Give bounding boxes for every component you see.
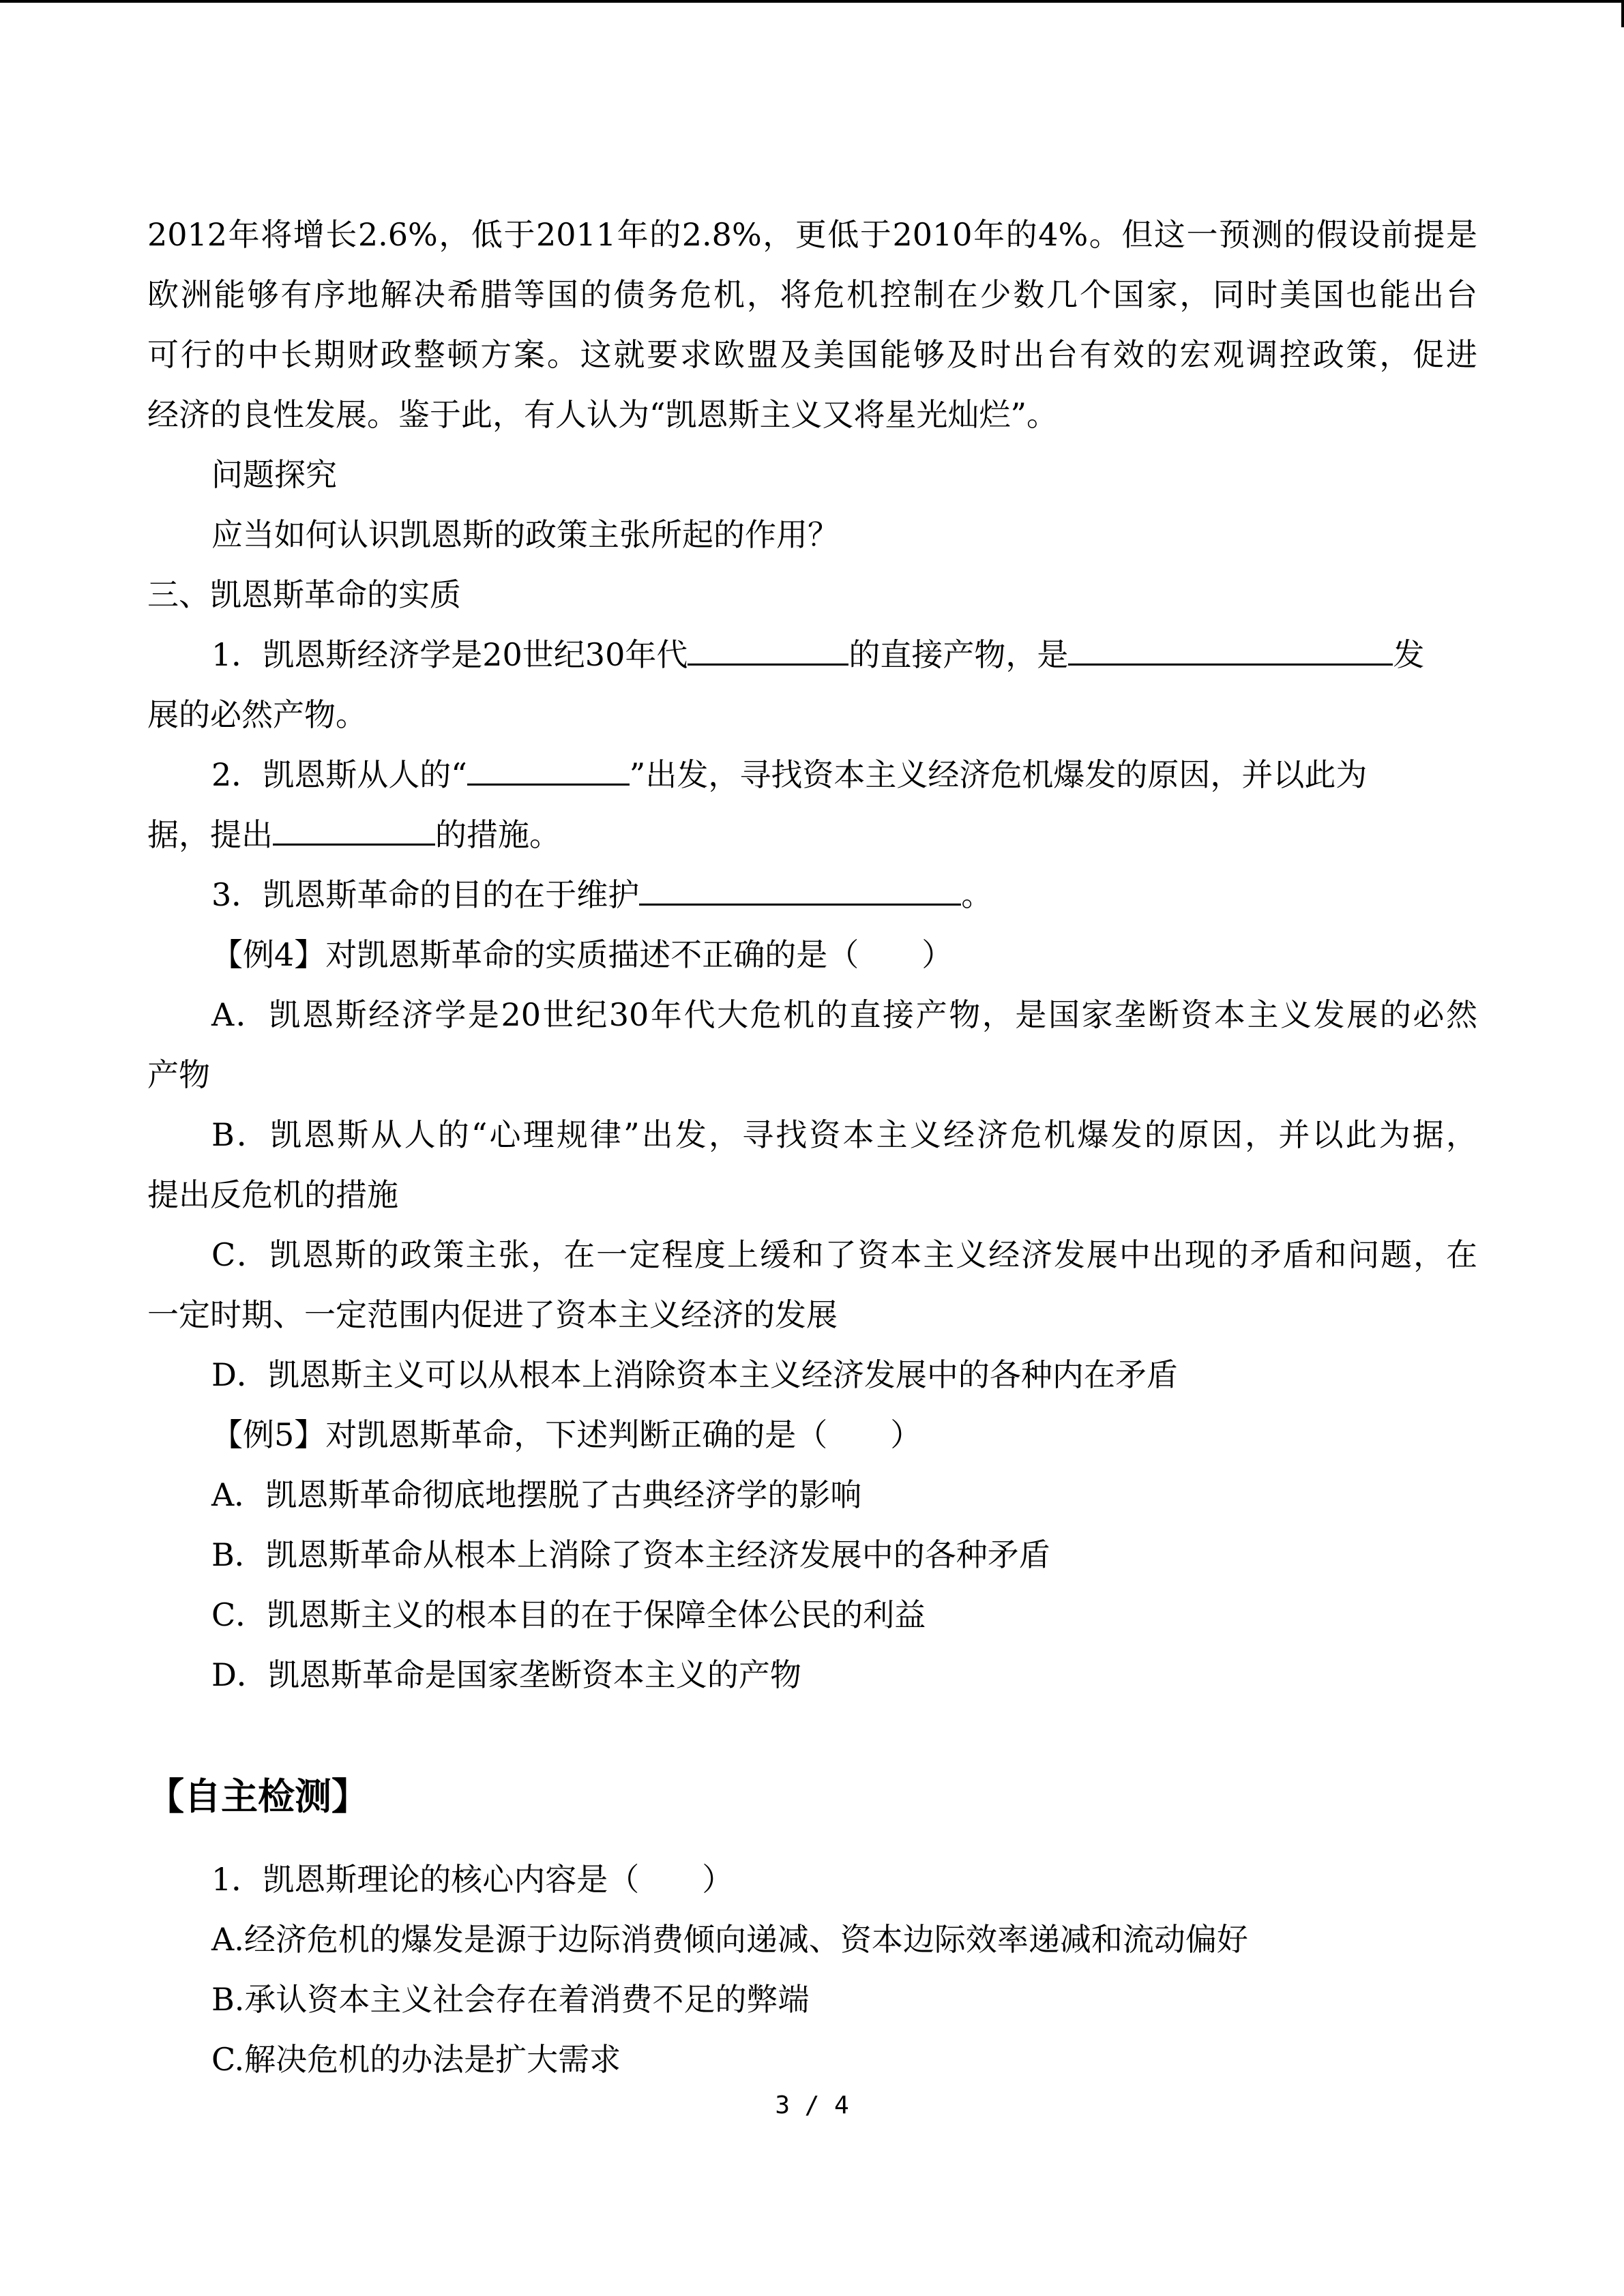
example-4-option-c: C．凯恩斯的政策主张，在一定程度上缓和了资本主义经济发展中出现的矛盾和问题，在 (211, 1236, 1477, 1273)
fill-blank-5 (639, 876, 961, 906)
intro-paragraph-line-4: 经济的良性发展。鉴于此，有人认为“凯恩斯主义又将星光灿烂”。 (147, 396, 1059, 433)
item-2-text-c: 据，提出 (147, 816, 273, 853)
example-4-option-a-continued: 产物 (147, 1056, 210, 1093)
inquiry-label: 问题探究 (211, 456, 337, 493)
section-3-title: 三、凯恩斯革命的实质 (147, 576, 461, 613)
example-5-option-a: A．凯恩斯革命彻底地摆脱了古典经济学的影响 (211, 1476, 862, 1513)
section-3-item-2-continued (147, 814, 1477, 855)
item-1-text-b: 的直接产物，是 (848, 636, 1069, 673)
intro-paragraph-line-2: 欧洲能够有序地解决希腊等国的债务危机，将危机控制在少数几个国家，同时美国也能出台 (147, 276, 1477, 313)
item-1-text-c: 发 (1393, 636, 1425, 673)
item-3-text-a: 3．凯恩斯革命的目的在于维护 (211, 876, 640, 913)
self-test-question-1-stem: 1．凯恩斯理论的核心内容是（ ） (211, 1861, 734, 1898)
self-test-question-1-option-c: C.解决危机的办法是扩大需求 (211, 2041, 621, 2078)
example-5-option-b: B．凯恩斯革命从根本上消除了资本主经济发展中的各种矛盾 (211, 1536, 1050, 1573)
item-1-text-a: 1．凯恩斯经济学是20世纪30年代 (211, 636, 688, 673)
example-4-option-b-continued: 提出反危机的措施 (147, 1176, 398, 1213)
page-number: 3 / 4 (775, 2091, 849, 2119)
intro-paragraph-line-3: 可行的中长期财政整顿方案。这就要求欧盟及美国能够及时出台有效的宏观调控政策，促进 (147, 336, 1477, 373)
intro-paragraph-line-1: 2012年将增长2.6%，低于2011年的2.8%，更低于2010年的4%。但这一预测的假设前提是 (147, 216, 1477, 253)
example-4-option-d: D．凯恩斯主义可以从根本上消除资本主义经济发展中的各种内在矛盾 (211, 1356, 1178, 1393)
item-3-text-b: 。 (961, 876, 993, 913)
example-4-stem: 【例4】对凯恩斯革命的实质描述不正确的是（ ） (211, 936, 954, 973)
example-4-option-c-continued: 一定时期、一定范围内促进了资本主义经济的发展 (147, 1296, 838, 1333)
item-2-text-d: 的措施。 (435, 816, 561, 853)
example-4-option-a: A．凯恩斯经济学是20世纪30年代大危机的直接产物，是国家垄断资本主义发展的必然 (211, 996, 1477, 1033)
example-4-option-b: B．凯恩斯从人的“心理规律”出发，寻找资本主义经济危机爆发的原因，并以此为据， (211, 1116, 1477, 1153)
fill-blank-2 (1068, 636, 1393, 666)
fill-blank-3 (467, 756, 630, 786)
self-test-question-1-option-a: A.经济危机的爆发是源于边际消费倾向递减、资本边际效率递减和流动偏好 (211, 1921, 1248, 1958)
section-3-item-2 (211, 754, 1477, 795)
example-5-option-d: D．凯恩斯革命是国家垄断资本主义的产物 (211, 1656, 801, 1693)
item-2-text-a: 2．凯恩斯从人的“ (211, 756, 467, 793)
section-3-item-1 (211, 634, 1477, 675)
self-test-question-1-option-b: B.承认资本主义社会存在着消费不足的弊端 (211, 1981, 810, 2018)
fill-blank-4 (273, 816, 435, 846)
fill-blank-1 (688, 636, 848, 666)
section-3-item-3 (211, 874, 1477, 915)
example-5-stem: 【例5】对凯恩斯革命，下述判断正确的是（ ） (211, 1416, 922, 1453)
example-5-option-c: C．凯恩斯主义的根本目的在于保障全体公民的利益 (211, 1596, 926, 1633)
item-2-text-b: ”出发，寻找资本主义经济危机爆发的原因，并以此为 (629, 756, 1368, 793)
section-3-item-1-continued: 展的必然产物。 (147, 696, 367, 733)
inquiry-question: 应当如何认识凯恩斯的政策主张所起的作用？ (211, 516, 839, 553)
self-test-heading: 【自主检测】 (147, 1775, 368, 1818)
